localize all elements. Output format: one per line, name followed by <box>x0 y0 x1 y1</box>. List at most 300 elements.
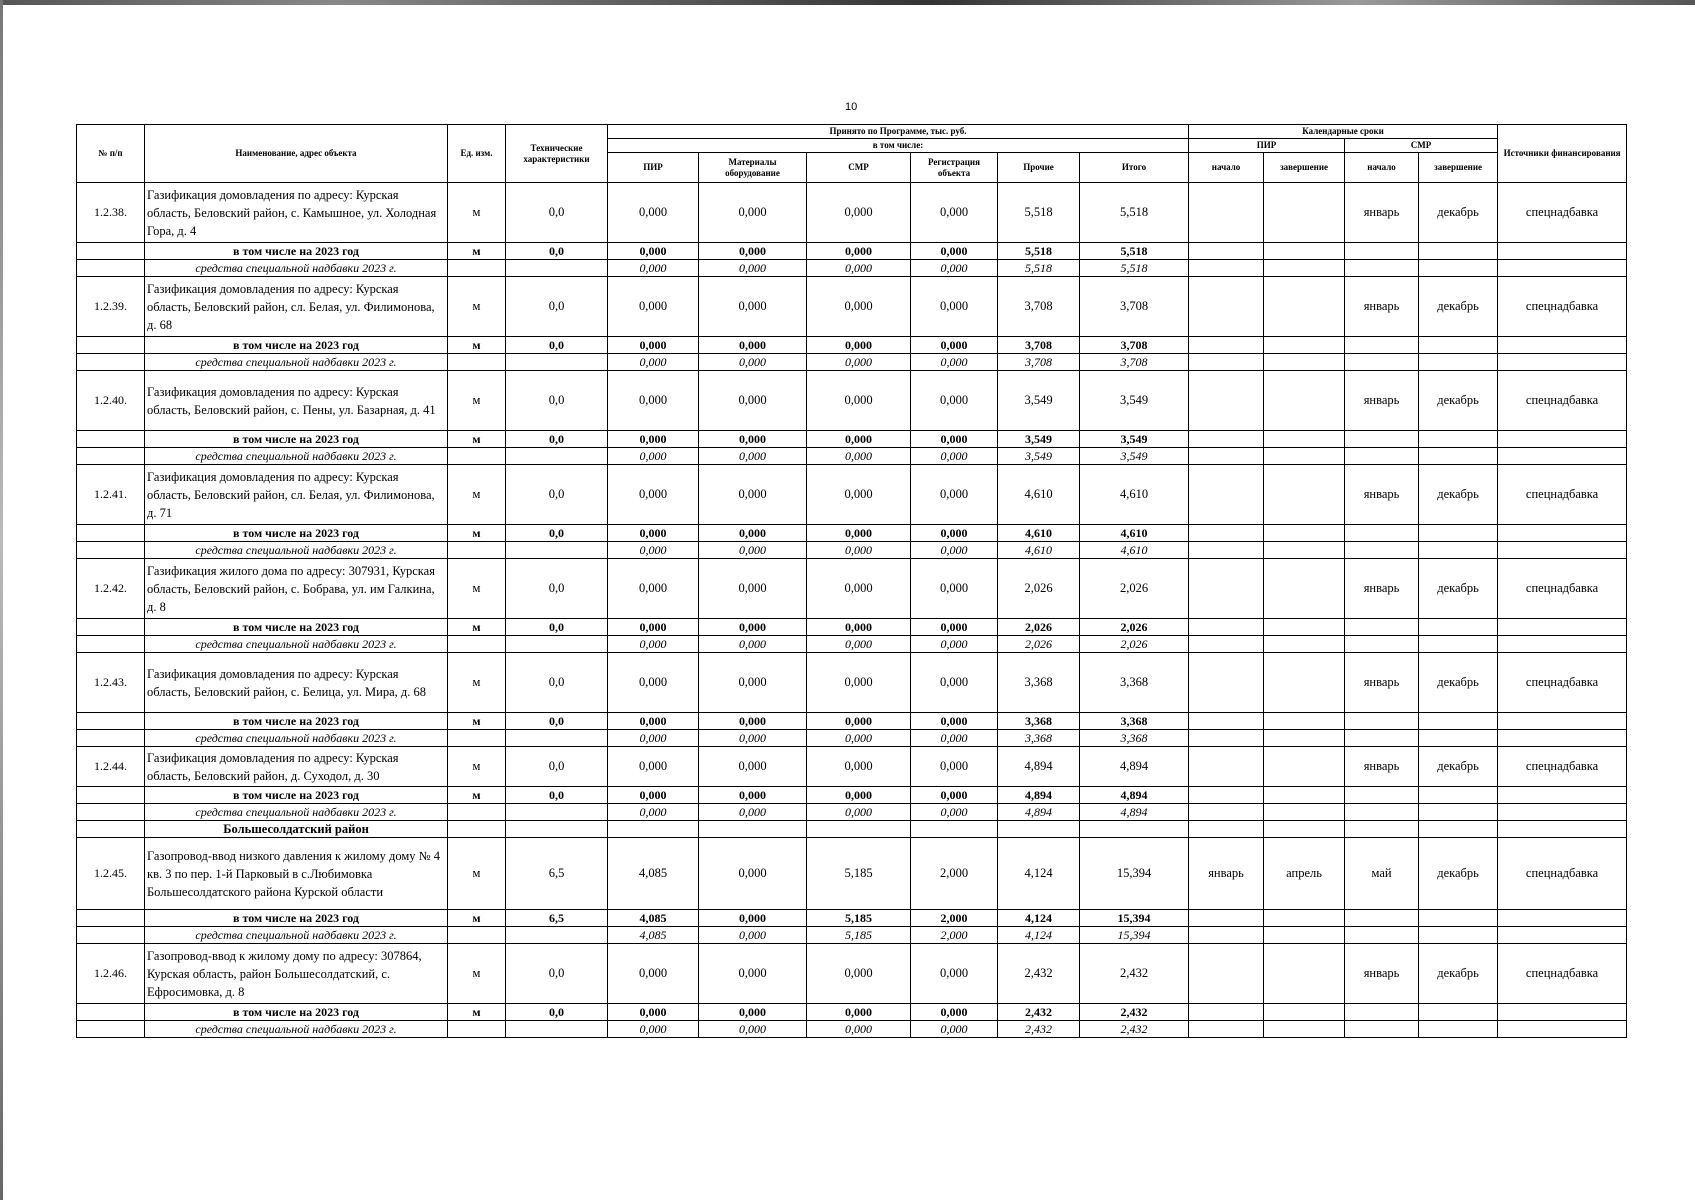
source-cell: спецнадбавка <box>1498 559 1627 619</box>
district-blank <box>1419 821 1498 838</box>
subtotal-total: 5,518 <box>1080 243 1189 260</box>
smr-end-cell: декабрь <box>1419 747 1498 787</box>
fund-other: 2,026 <box>998 636 1080 653</box>
subtotal-other: 5,518 <box>998 243 1080 260</box>
pir-cell: 0,000 <box>608 747 699 787</box>
fund-blank <box>1189 927 1264 944</box>
row-number: 1.2.42. <box>77 559 145 619</box>
pir-end-cell <box>1264 944 1345 1004</box>
subtotal-mat: 0,000 <box>699 619 807 636</box>
fund-reg: 0,000 <box>911 448 998 465</box>
fund-blank <box>448 354 506 371</box>
subtotal-pir: 0,000 <box>608 337 699 354</box>
fund-reg: 0,000 <box>911 804 998 821</box>
subtotal-mat: 0,000 <box>699 243 807 260</box>
subtotal-blank <box>1419 619 1498 636</box>
fund-blank <box>1498 927 1627 944</box>
subtotal-other: 3,708 <box>998 337 1080 354</box>
subtotal-empty <box>77 243 145 260</box>
subtotal-blank <box>1189 787 1264 804</box>
header-pir: ПИР <box>608 153 699 183</box>
materials-cell: 0,000 <box>699 838 807 910</box>
pir-start-cell <box>1189 559 1264 619</box>
registration-cell: 0,000 <box>911 653 998 713</box>
row-number: 1.2.46. <box>77 944 145 1004</box>
subtotal-smr: 0,000 <box>807 787 911 804</box>
materials-cell: 0,000 <box>699 747 807 787</box>
smr-cell: 0,000 <box>807 277 911 337</box>
fund-reg: 0,000 <box>911 260 998 277</box>
subtotal-smr: 0,000 <box>807 619 911 636</box>
subtotal-reg: 0,000 <box>911 1004 998 1021</box>
header-name: Наименование, адрес объекта <box>145 125 448 183</box>
fund-mat: 0,000 <box>699 448 807 465</box>
header-materials: Материалы оборудование <box>699 153 807 183</box>
fund-label: средства специальной надбавки 2023 г. <box>145 1021 448 1038</box>
header-cal-smr: СМР <box>1345 139 1498 153</box>
district-blank <box>807 821 911 838</box>
year-label: в том числе на 2023 год <box>145 910 448 927</box>
pir-start-cell <box>1189 183 1264 243</box>
subtotal-other: 4,894 <box>998 787 1080 804</box>
fund-blank <box>1345 260 1419 277</box>
table-body <box>77 183 1627 1038</box>
row-number: 1.2.40. <box>77 371 145 431</box>
tech-cell: 0,0 <box>506 944 608 1004</box>
pir-cell: 0,000 <box>608 465 699 525</box>
fund-blank <box>1264 927 1345 944</box>
fund-blank <box>506 448 608 465</box>
header-smr: СМР <box>807 153 911 183</box>
year-subtotal-row <box>77 787 1627 804</box>
fund-smr: 0,000 <box>807 448 911 465</box>
fund-mat: 0,000 <box>699 260 807 277</box>
smr-cell: 0,000 <box>807 747 911 787</box>
subtotal-total: 15,394 <box>1080 910 1189 927</box>
fund-mat: 0,000 <box>699 730 807 747</box>
pir-cell: 0,000 <box>608 653 699 713</box>
fund-row <box>77 1021 1627 1038</box>
fund-total: 5,518 <box>1080 260 1189 277</box>
other-cell: 3,368 <box>998 653 1080 713</box>
fund-pir: 0,000 <box>608 448 699 465</box>
subtotal-blank <box>1419 431 1498 448</box>
subtotal-empty <box>77 787 145 804</box>
district-blank <box>1264 821 1345 838</box>
tech-cell: 6,5 <box>506 838 608 910</box>
pir-end-cell <box>1264 747 1345 787</box>
fund-row <box>77 448 1627 465</box>
subtotal-blank <box>1264 525 1345 542</box>
table-row <box>77 371 1627 431</box>
subtotal-blank <box>1419 1004 1498 1021</box>
total-cell: 4,610 <box>1080 465 1189 525</box>
total-cell: 3,549 <box>1080 371 1189 431</box>
subtotal-blank <box>1419 787 1498 804</box>
subtotal-other: 3,549 <box>998 431 1080 448</box>
tech-cell: 0,0 <box>506 653 608 713</box>
table-row <box>77 747 1627 787</box>
fund-label: средства специальной надбавки 2023 г. <box>145 354 448 371</box>
smr-start-cell: январь <box>1345 653 1419 713</box>
fund-empty <box>77 1021 145 1038</box>
subtotal-smr: 0,000 <box>807 337 911 354</box>
subtotal-blank <box>1419 910 1498 927</box>
fund-blank <box>448 927 506 944</box>
fund-blank <box>1189 260 1264 277</box>
pir-cell: 4,085 <box>608 838 699 910</box>
registration-cell: 2,000 <box>911 838 998 910</box>
pir-end-cell <box>1264 653 1345 713</box>
fund-blank <box>1345 636 1419 653</box>
fund-label: средства специальной надбавки 2023 г. <box>145 260 448 277</box>
materials-cell: 0,000 <box>699 371 807 431</box>
subtotal-blank <box>1345 243 1419 260</box>
source-cell: спецнадбавка <box>1498 277 1627 337</box>
object-name: Газификация жилого дома по адресу: 307931, Курская область, Беловский район, с. Бобрава, ул. им Галкина, д. 8 <box>145 559 448 619</box>
object-name: Газификация домовладения по адресу: Курская область, Беловский район, с. Пены, ул. Базарная, д. 41 <box>145 371 448 431</box>
fund-blank <box>506 730 608 747</box>
fund-row <box>77 804 1627 821</box>
subtotal-blank <box>1189 431 1264 448</box>
smr-start-cell: январь <box>1345 183 1419 243</box>
smr-cell: 0,000 <box>807 183 911 243</box>
fund-row <box>77 927 1627 944</box>
subtotal-smr: 0,000 <box>807 525 911 542</box>
pir-start-cell <box>1189 277 1264 337</box>
fund-label: средства специальной надбавки 2023 г. <box>145 542 448 559</box>
fund-blank <box>1419 927 1498 944</box>
row-number: 1.2.43. <box>77 653 145 713</box>
fund-reg: 2,000 <box>911 927 998 944</box>
fund-blank <box>1345 927 1419 944</box>
fund-blank <box>1345 1021 1419 1038</box>
fund-smr: 0,000 <box>807 804 911 821</box>
object-name: Газификация домовладения по адресу: Курская область, Беловский район, д. Суходол, д. 30 <box>145 747 448 787</box>
header-tech: Технические характеристики <box>506 125 608 183</box>
registration-cell: 0,000 <box>911 371 998 431</box>
subtotal-mat: 0,000 <box>699 713 807 730</box>
subtotal-unit: м <box>448 525 506 542</box>
subtotal-unit: м <box>448 787 506 804</box>
fund-blank <box>1189 448 1264 465</box>
materials-cell: 0,000 <box>699 559 807 619</box>
subtotal-reg: 0,000 <box>911 713 998 730</box>
fund-blank <box>1189 804 1264 821</box>
header-start-pir: начало <box>1189 153 1264 183</box>
fund-mat: 0,000 <box>699 354 807 371</box>
scan-edge-top <box>0 0 1695 5</box>
subtotal-blank <box>1498 619 1627 636</box>
subtotal-tech: 0,0 <box>506 713 608 730</box>
fund-blank <box>448 1021 506 1038</box>
tech-cell: 0,0 <box>506 465 608 525</box>
header-including: в том числе: <box>608 139 1189 153</box>
subtotal-blank <box>1419 713 1498 730</box>
subtotal-blank <box>1345 910 1419 927</box>
fund-blank <box>1264 804 1345 821</box>
fund-mat: 0,000 <box>699 1021 807 1038</box>
subtotal-empty <box>77 431 145 448</box>
fund-blank <box>448 804 506 821</box>
unit-cell: м <box>448 559 506 619</box>
year-subtotal-row <box>77 619 1627 636</box>
fund-blank <box>1419 260 1498 277</box>
year-subtotal-row <box>77 1004 1627 1021</box>
fund-blank <box>448 260 506 277</box>
pir-cell: 0,000 <box>608 277 699 337</box>
subtotal-blank <box>1419 243 1498 260</box>
subtotal-pir: 0,000 <box>608 787 699 804</box>
fund-blank <box>448 730 506 747</box>
fund-blank <box>1264 448 1345 465</box>
source-cell: спецнадбавка <box>1498 838 1627 910</box>
subtotal-total: 2,026 <box>1080 619 1189 636</box>
subtotal-blank <box>1419 525 1498 542</box>
fund-reg: 0,000 <box>911 1021 998 1038</box>
fund-row <box>77 542 1627 559</box>
subtotal-empty <box>77 910 145 927</box>
header-num: № п/п <box>77 125 145 183</box>
fund-blank <box>1419 804 1498 821</box>
subtotal-other: 2,026 <box>998 619 1080 636</box>
district-name: Большесолдатский район <box>145 821 448 838</box>
unit-cell: м <box>448 465 506 525</box>
smr-end-cell: декабрь <box>1419 277 1498 337</box>
registration-cell: 0,000 <box>911 277 998 337</box>
row-number: 1.2.39. <box>77 277 145 337</box>
fund-blank <box>1498 636 1627 653</box>
fund-pir: 0,000 <box>608 1021 699 1038</box>
subtotal-pir: 0,000 <box>608 713 699 730</box>
subtotal-other: 2,432 <box>998 1004 1080 1021</box>
total-cell: 4,894 <box>1080 747 1189 787</box>
fund-reg: 0,000 <box>911 730 998 747</box>
program-table <box>76 124 1627 1038</box>
subtotal-pir: 0,000 <box>608 619 699 636</box>
fund-empty <box>77 927 145 944</box>
other-cell: 2,432 <box>998 944 1080 1004</box>
fund-smr: 0,000 <box>807 354 911 371</box>
subtotal-total: 2,432 <box>1080 1004 1189 1021</box>
subtotal-smr: 0,000 <box>807 1004 911 1021</box>
fund-empty <box>77 636 145 653</box>
pir-start-cell <box>1189 653 1264 713</box>
subtotal-unit: м <box>448 713 506 730</box>
pir-cell: 0,000 <box>608 183 699 243</box>
smr-start-cell: май <box>1345 838 1419 910</box>
fund-blank <box>1345 354 1419 371</box>
fund-label: средства специальной надбавки 2023 г. <box>145 636 448 653</box>
fund-blank <box>1264 542 1345 559</box>
header-registration: Регистрация объекта <box>911 153 998 183</box>
subtotal-blank <box>1189 713 1264 730</box>
fund-blank <box>1498 1021 1627 1038</box>
fund-blank <box>1498 730 1627 747</box>
subtotal-empty <box>77 1004 145 1021</box>
district-blank <box>1498 821 1627 838</box>
subtotal-total: 4,894 <box>1080 787 1189 804</box>
subtotal-blank <box>1345 525 1419 542</box>
fund-row <box>77 730 1627 747</box>
smr-cell: 0,000 <box>807 944 911 1004</box>
district-blank <box>1345 821 1419 838</box>
pir-cell: 0,000 <box>608 559 699 619</box>
subtotal-total: 3,368 <box>1080 713 1189 730</box>
fund-label: средства специальной надбавки 2023 г. <box>145 804 448 821</box>
fund-smr: 0,000 <box>807 260 911 277</box>
district-blank <box>448 821 506 838</box>
subtotal-reg: 2,000 <box>911 910 998 927</box>
subtotal-smr: 0,000 <box>807 243 911 260</box>
subtotal-blank <box>1498 243 1627 260</box>
fund-blank <box>448 448 506 465</box>
fund-blank <box>506 636 608 653</box>
fund-blank <box>1264 730 1345 747</box>
fund-total: 15,394 <box>1080 927 1189 944</box>
smr-end-cell: декабрь <box>1419 838 1498 910</box>
subtotal-empty <box>77 337 145 354</box>
smr-cell: 5,185 <box>807 838 911 910</box>
fund-blank <box>1498 448 1627 465</box>
subtotal-mat: 0,000 <box>699 525 807 542</box>
fund-empty <box>77 448 145 465</box>
fund-blank <box>1498 804 1627 821</box>
fund-mat: 0,000 <box>699 542 807 559</box>
subtotal-tech: 6,5 <box>506 910 608 927</box>
subtotal-blank <box>1189 1004 1264 1021</box>
smr-start-cell: январь <box>1345 559 1419 619</box>
materials-cell: 0,000 <box>699 465 807 525</box>
fund-blank <box>1498 542 1627 559</box>
subtotal-tech: 0,0 <box>506 787 608 804</box>
subtotal-blank <box>1498 713 1627 730</box>
subtotal-blank <box>1189 243 1264 260</box>
smr-end-cell: декабрь <box>1419 944 1498 1004</box>
pir-start-cell <box>1189 371 1264 431</box>
registration-cell: 0,000 <box>911 465 998 525</box>
subtotal-mat: 0,000 <box>699 910 807 927</box>
fund-mat: 0,000 <box>699 927 807 944</box>
header-accepted: Принято по Программе, тыс. руб. <box>608 125 1189 139</box>
fund-label: средства специальной надбавки 2023 г. <box>145 927 448 944</box>
subtotal-reg: 0,000 <box>911 431 998 448</box>
source-cell: спецнадбавка <box>1498 653 1627 713</box>
subtotal-unit: м <box>448 243 506 260</box>
fund-reg: 0,000 <box>911 354 998 371</box>
fund-blank <box>1419 730 1498 747</box>
fund-other: 2,432 <box>998 1021 1080 1038</box>
unit-cell: м <box>448 838 506 910</box>
fund-blank <box>506 354 608 371</box>
subtotal-blank <box>1264 713 1345 730</box>
subtotal-tech: 0,0 <box>506 1004 608 1021</box>
fund-blank <box>1419 448 1498 465</box>
total-cell: 3,708 <box>1080 277 1189 337</box>
fund-blank <box>1419 542 1498 559</box>
subtotal-blank <box>1345 431 1419 448</box>
fund-blank <box>1419 354 1498 371</box>
pir-start-cell <box>1189 944 1264 1004</box>
subtotal-blank <box>1264 431 1345 448</box>
subtotal-other: 4,124 <box>998 910 1080 927</box>
subtotal-blank <box>1189 910 1264 927</box>
fund-total: 4,610 <box>1080 542 1189 559</box>
total-cell: 2,026 <box>1080 559 1189 619</box>
subtotal-pir: 0,000 <box>608 243 699 260</box>
district-blank <box>998 821 1080 838</box>
fund-blank <box>1189 354 1264 371</box>
fund-label: средства специальной надбавки 2023 г. <box>145 730 448 747</box>
fund-total: 2,026 <box>1080 636 1189 653</box>
subtotal-unit: м <box>448 337 506 354</box>
fund-blank <box>506 542 608 559</box>
total-cell: 3,368 <box>1080 653 1189 713</box>
subtotal-blank <box>1264 337 1345 354</box>
header-unit: Ед. изм. <box>448 125 506 183</box>
subtotal-pir: 0,000 <box>608 1004 699 1021</box>
materials-cell: 0,000 <box>699 277 807 337</box>
subtotal-blank <box>1345 713 1419 730</box>
other-cell: 2,026 <box>998 559 1080 619</box>
district-blank <box>1080 821 1189 838</box>
subtotal-smr: 5,185 <box>807 910 911 927</box>
subtotal-blank <box>1345 1004 1419 1021</box>
subtotal-blank <box>1264 243 1345 260</box>
year-subtotal-row <box>77 337 1627 354</box>
row-number: 1.2.44. <box>77 747 145 787</box>
fund-row <box>77 260 1627 277</box>
subtotal-blank <box>1419 337 1498 354</box>
subtotal-smr: 0,000 <box>807 713 911 730</box>
unit-cell: м <box>448 277 506 337</box>
fund-blank <box>1498 260 1627 277</box>
district-empty <box>77 821 145 838</box>
pir-end-cell <box>1264 183 1345 243</box>
table-row <box>77 838 1627 910</box>
year-label: в том числе на 2023 год <box>145 1004 448 1021</box>
fund-blank <box>1419 636 1498 653</box>
fund-total: 3,708 <box>1080 354 1189 371</box>
fund-pir: 0,000 <box>608 542 699 559</box>
pir-end-cell <box>1264 277 1345 337</box>
object-name: Газификация домовладения по адресу: Курская область, Беловский район, сл. Белая, ул. Филимонова, д. 71 <box>145 465 448 525</box>
fund-row <box>77 354 1627 371</box>
year-subtotal-row <box>77 525 1627 542</box>
subtotal-blank <box>1498 337 1627 354</box>
tech-cell: 0,0 <box>506 371 608 431</box>
subtotal-blank <box>1264 1004 1345 1021</box>
subtotal-pir: 0,000 <box>608 431 699 448</box>
object-name: Газопровод-ввод к жилому дому по адресу: 307864, Курская область, район Большесолдатский, с. Ефросимовка, д. 8 <box>145 944 448 1004</box>
fund-pir: 0,000 <box>608 636 699 653</box>
year-subtotal-row <box>77 910 1627 927</box>
fund-empty <box>77 542 145 559</box>
fund-blank <box>1264 636 1345 653</box>
fund-row <box>77 636 1627 653</box>
fund-total: 3,549 <box>1080 448 1189 465</box>
other-cell: 3,708 <box>998 277 1080 337</box>
total-cell: 15,394 <box>1080 838 1189 910</box>
subtotal-mat: 0,000 <box>699 337 807 354</box>
subtotal-total: 4,610 <box>1080 525 1189 542</box>
fund-blank <box>1189 1021 1264 1038</box>
subtotal-mat: 0,000 <box>699 787 807 804</box>
subtotal-other: 3,368 <box>998 713 1080 730</box>
subtotal-blank <box>1498 431 1627 448</box>
district-blank <box>911 821 998 838</box>
pir-end-cell: апрель <box>1264 838 1345 910</box>
